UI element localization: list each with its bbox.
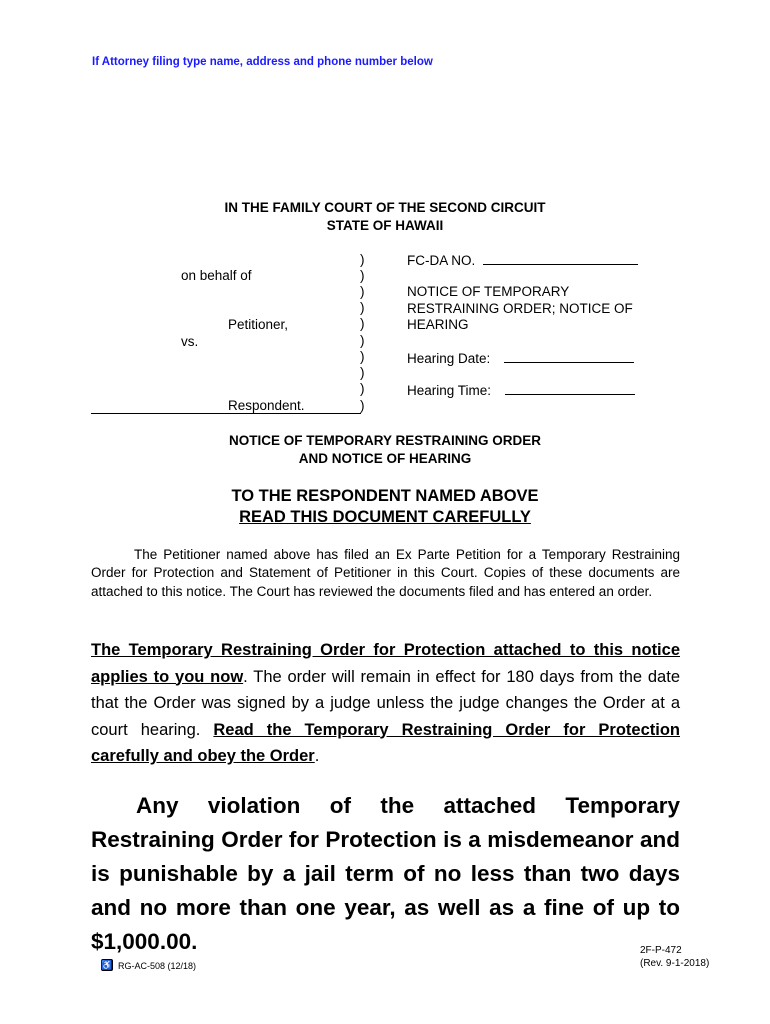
violation-warning: Any violation of the attached Temporary Restraining Order for Protection is a misdemeanor and is punishable by a jail term of no less than two days and no more than one year, as well as a fine of up to $1,000.00.: [91, 793, 680, 954]
document-title-line: HEARING: [407, 317, 469, 332]
case-number-label: FC-DA NO.: [407, 253, 476, 268]
hearing-date-label: Hearing Date:: [407, 351, 491, 366]
form-revision: (Rev. 9-1-2018): [640, 958, 710, 969]
caption-paren: ): [360, 333, 365, 348]
petitioner-label: Petitioner,: [228, 317, 289, 332]
caption-paren: ): [360, 268, 365, 283]
document-title-line: NOTICE OF TEMPORARY: [407, 284, 570, 299]
accessibility-icon: ♿: [101, 960, 113, 970]
caption-paren: ): [360, 316, 365, 331]
case-number-blank: [483, 252, 638, 265]
applies-now-text: The Temporary Restraining Order for Protection attached to this notice applies to you now: [91, 641, 680, 686]
notice-title: NOTICE OF TEMPORARY RESTRAINING ORDER: [228, 433, 542, 448]
vs-label: vs.: [181, 334, 199, 349]
respondent-label: Respondent.: [228, 398, 305, 413]
respondent-heading: TO THE RESPONDENT NAMED ABOVE: [231, 487, 539, 505]
on-behalf-of-label: on behalf of: [181, 268, 252, 283]
caption-paren: ): [360, 300, 365, 315]
hearing-time-blank: [505, 382, 635, 395]
hearing-date-field: [407, 350, 634, 366]
attorney-filing-note: If Attorney filing type name, address and phone number below: [92, 56, 433, 68]
obey-order-text: Read the Temporary Restraining Order for Protection carefully and obey the Order: [91, 720, 680, 765]
caption-paren: ): [360, 365, 365, 380]
caption-paren: ): [360, 284, 365, 299]
footer-form-code: RG-AC-508 (12/18): [118, 961, 197, 971]
order-period: .: [314, 747, 320, 765]
document-title-line: RESTRAINING ORDER; NOTICE OF: [407, 300, 633, 316]
case-number-field: [407, 252, 638, 268]
court-state: STATE OF HAWAII: [326, 218, 444, 233]
read-carefully-heading: READ THIS DOCUMENT CAREFULLY: [239, 508, 531, 526]
caption-paren: ): [360, 349, 365, 364]
caption-paren: ): [360, 252, 365, 267]
caption-paren: ): [360, 398, 365, 413]
document-title: [407, 284, 633, 334]
hearing-time-field: [407, 382, 635, 398]
caption-paren: ): [360, 381, 365, 396]
form-number: 2F-P-472: [640, 945, 682, 956]
hearing-time-label: Hearing Time:: [407, 383, 492, 398]
order-paragraph: [91, 637, 680, 770]
order-effect-text: . The order will remain in effect for 180 days from the date that the Order was signed by a judge unless the judge changes the Order at a court hearing.: [91, 667, 680, 739]
petition-paragraph: The Petitioner named above has filed an Ex Parte Petition for a Temporary Restraining Order for Protection and Statement of Petitioner in this Court. Copies of these documents are attached to this notice. The Court has reviewed the documents filed and has entered an order.: [91, 547, 680, 599]
hearing-date-blank: [504, 350, 634, 363]
respondent-name-line: [91, 413, 361, 414]
court-name: IN THE FAMILY COURT OF THE SECOND CIRCUIT: [224, 200, 546, 215]
notice-subtitle: AND NOTICE OF HEARING: [298, 451, 472, 466]
